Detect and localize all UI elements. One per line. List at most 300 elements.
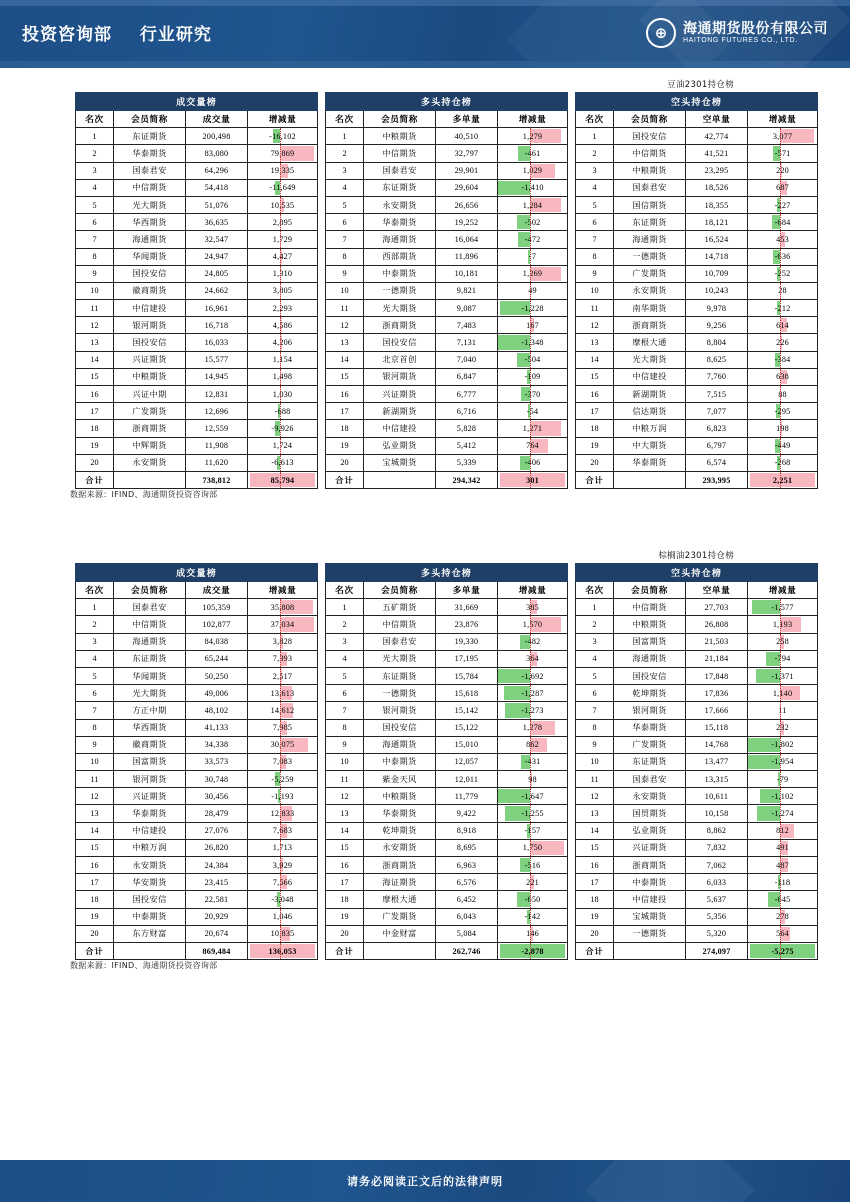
volume-value-cell: 54,418 (186, 179, 248, 196)
member-name-cell: 浙商期货 (114, 420, 186, 437)
change-value: -1,577 (771, 602, 794, 612)
col-header-change: 增减量 (248, 111, 318, 128)
volume-value-cell: 14,945 (186, 368, 248, 385)
zero-axis (780, 943, 781, 959)
page-header-banner (0, 0, 850, 68)
change-cell (248, 231, 318, 248)
rank-cell: 15 (76, 368, 114, 385)
column-gap (568, 908, 576, 925)
long-value-cell: 8,918 (436, 822, 498, 839)
total-short-cell: 274,097 (686, 942, 748, 959)
change-value: 4,586 (272, 320, 293, 330)
column-gap (318, 925, 326, 942)
table-row (76, 265, 818, 282)
rank-cell: 13 (576, 805, 614, 822)
member-name-cell: 国投安信 (114, 334, 186, 351)
zero-axis (530, 386, 531, 402)
member-name-cell: 光大期货 (114, 196, 186, 213)
total-blank-cell (114, 471, 186, 488)
change-cell (498, 437, 568, 454)
change-cell (248, 771, 318, 788)
rank-cell: 9 (76, 265, 114, 282)
logo-company-en: HAITONG FUTURES CO., LTD. (683, 36, 798, 44)
member-name-cell: 海通期货 (614, 650, 686, 667)
rank-cell: 13 (326, 334, 364, 351)
change-cell (498, 839, 568, 856)
change-cell (498, 179, 568, 196)
change-value: 7,985 (272, 723, 293, 733)
zero-axis (780, 891, 781, 907)
table-row (76, 162, 818, 179)
member-name-cell: 海通期货 (614, 231, 686, 248)
rank-cell: 2 (576, 145, 614, 162)
zero-axis (780, 616, 781, 632)
member-name-cell: 中信建投 (614, 891, 686, 908)
table-row (76, 771, 818, 788)
zero-axis (530, 197, 531, 213)
rank-cell: 14 (76, 822, 114, 839)
rank-cell: 10 (326, 282, 364, 299)
long-value-cell: 32,797 (436, 145, 498, 162)
change-cell (248, 368, 318, 385)
column-gap (318, 196, 326, 213)
member-name-cell: 东证期货 (614, 753, 686, 770)
member-name-cell: 信达期货 (614, 403, 686, 420)
member-name-cell: 中粮万润 (614, 420, 686, 437)
zero-axis (530, 702, 531, 718)
change-value: 1,030 (272, 389, 293, 399)
long-value-cell: 26,656 (436, 196, 498, 213)
change-value: -212 (774, 303, 791, 313)
table-row (76, 736, 818, 753)
member-name-cell: 海通期货 (114, 231, 186, 248)
change-cell (748, 650, 818, 667)
change-value: -9,926 (271, 423, 294, 433)
short-value-cell: 13,477 (686, 753, 748, 770)
change-cell (248, 891, 318, 908)
column-gap (318, 128, 326, 145)
change-cell (498, 386, 568, 403)
zero-axis (280, 145, 281, 161)
zero-axis (530, 438, 531, 454)
change-value: 3,828 (272, 637, 293, 647)
short-value-cell: 6,823 (686, 420, 748, 437)
member-name-cell: 中金财富 (364, 925, 436, 942)
long-value-cell: 7,131 (436, 334, 498, 351)
change-value: 258 (776, 637, 789, 647)
zero-axis (280, 909, 281, 925)
long-value-cell: 6,043 (436, 908, 498, 925)
zero-axis (530, 891, 531, 907)
change-cell (248, 386, 318, 403)
change-value: -794 (774, 654, 791, 664)
short-value-cell: 18,355 (686, 196, 748, 213)
change-value: -636 (774, 252, 791, 262)
col-header-member: 会员简称 (614, 111, 686, 128)
zero-axis (780, 403, 781, 419)
zero-axis (780, 334, 781, 350)
member-name-cell: 永安期货 (114, 857, 186, 874)
change-value: -406 (524, 458, 541, 468)
member-name-cell: 东证期货 (614, 214, 686, 231)
member-name-cell: 国泰君安 (364, 633, 436, 650)
zero-axis (530, 180, 531, 196)
table-row (76, 368, 818, 385)
group-gap (318, 564, 326, 582)
rank-cell: 11 (326, 771, 364, 788)
rank-cell: 4 (76, 179, 114, 196)
col-header-member: 会员简称 (614, 582, 686, 599)
rank-cell: 5 (576, 196, 614, 213)
rank-cell: 5 (326, 196, 364, 213)
change-value: 764 (526, 441, 539, 451)
short-group-header: 空头持仓榜 (576, 93, 818, 111)
zero-axis (780, 317, 781, 333)
zero-axis (530, 771, 531, 787)
member-name-cell: 弘业期货 (614, 822, 686, 839)
change-cell (498, 351, 568, 368)
member-name-cell: 摩根大通 (364, 891, 436, 908)
change-value: -472 (524, 234, 541, 244)
col-header-member: 会员简称 (364, 111, 436, 128)
col-header-change: 增减量 (748, 111, 818, 128)
zero-axis (280, 163, 281, 179)
column-gap (318, 179, 326, 196)
table-row (76, 334, 818, 351)
change-cell (748, 368, 818, 385)
zero-axis (780, 702, 781, 718)
column-gap (318, 351, 326, 368)
change-value: -516 (524, 860, 541, 870)
long-value-cell: 6,716 (436, 403, 498, 420)
rank-cell: 16 (326, 386, 364, 403)
rank-cell: 15 (326, 839, 364, 856)
column-gap (318, 616, 326, 633)
rank-cell: 8 (576, 719, 614, 736)
member-name-cell: 中粮期货 (614, 616, 686, 633)
zero-axis (280, 874, 281, 890)
member-name-cell: 中信期货 (364, 616, 436, 633)
zero-axis (780, 634, 781, 650)
change-value: -504 (524, 355, 541, 365)
member-name-cell: 永安期货 (364, 196, 436, 213)
volume-value-cell: 28,479 (186, 805, 248, 822)
member-name-cell: 华泰期货 (114, 145, 186, 162)
zero-axis (530, 403, 531, 419)
change-value: 1,750 (522, 843, 543, 853)
change-cell (748, 437, 818, 454)
change-value: 2,293 (272, 303, 293, 313)
total-blank-cell (364, 942, 436, 959)
volume-group-header: 成交量榜 (76, 564, 318, 582)
member-name-cell: 银河期货 (364, 368, 436, 385)
source-note-1: 数据来源：IFIND、海通期货投资咨询部 (70, 490, 218, 499)
change-value: 19,335 (270, 166, 295, 176)
zero-axis (780, 197, 781, 213)
zero-axis (780, 180, 781, 196)
long-value-cell: 7,040 (436, 351, 498, 368)
change-cell (248, 719, 318, 736)
change-value: 4,427 (272, 252, 293, 262)
column-gap (318, 599, 326, 616)
rank-cell: 9 (576, 265, 614, 282)
change-value: -384 (774, 355, 791, 365)
rank-cell: 6 (326, 685, 364, 702)
rank-cell: 1 (576, 599, 614, 616)
member-name-cell: 中信期货 (614, 145, 686, 162)
change-cell (248, 214, 318, 231)
change-cell (248, 196, 318, 213)
rank-cell: 1 (326, 128, 364, 145)
member-name-cell: 中泰期货 (364, 265, 436, 282)
column-gap (318, 111, 326, 128)
change-value: -5,275 (771, 946, 794, 956)
member-name-cell: 中辉期货 (114, 437, 186, 454)
change-value: 487 (776, 860, 789, 870)
change-cell (248, 248, 318, 265)
table-row (76, 805, 818, 822)
change-cell (498, 667, 568, 684)
column-gap (568, 685, 576, 702)
zero-axis (530, 283, 531, 299)
zero-axis (280, 420, 281, 436)
column-gap (568, 196, 576, 213)
change-value: -1,692 (521, 671, 544, 681)
zero-axis (280, 788, 281, 804)
rank-cell: 14 (326, 822, 364, 839)
member-name-cell: 海通期货 (114, 633, 186, 650)
zero-axis (530, 909, 531, 925)
zero-axis (280, 472, 281, 488)
column-gap (318, 805, 326, 822)
long-value-cell: 15,142 (436, 702, 498, 719)
zero-axis (280, 685, 281, 701)
short-value-cell: 21,184 (686, 650, 748, 667)
total-row (76, 942, 818, 959)
change-value: 1,271 (522, 423, 543, 433)
column-gap (318, 650, 326, 667)
change-value: 10,535 (270, 200, 295, 210)
change-cell (498, 891, 568, 908)
header-section: 行业研究 (139, 25, 212, 45)
change-cell (248, 317, 318, 334)
change-value: 3,805 (272, 286, 293, 296)
zero-axis (780, 455, 781, 471)
zero-axis (530, 128, 531, 144)
member-name-cell: 光大期货 (364, 650, 436, 667)
change-cell (248, 403, 318, 420)
member-name-cell: 西部期货 (364, 248, 436, 265)
column-gap (318, 471, 326, 488)
rank-cell: 15 (326, 368, 364, 385)
member-name-cell: 国投安信 (614, 128, 686, 145)
member-name-cell: 华西期货 (114, 214, 186, 231)
member-name-cell: 华西期货 (114, 719, 186, 736)
member-name-cell: 中粮期货 (614, 162, 686, 179)
change-value: 2,895 (272, 217, 293, 227)
rank-cell: 11 (576, 771, 614, 788)
change-cell (248, 822, 318, 839)
change-value: -1,273 (521, 705, 544, 715)
rank-cell: 9 (76, 736, 114, 753)
zero-axis (280, 754, 281, 770)
short-value-cell: 17,666 (686, 702, 748, 719)
rank-cell: 2 (326, 616, 364, 633)
change-cell (748, 925, 818, 942)
short-value-cell: 10,709 (686, 265, 748, 282)
long-value-cell: 9,087 (436, 300, 498, 317)
zero-axis (530, 300, 531, 316)
rank-cell: 17 (576, 874, 614, 891)
short-value-cell: 7,077 (686, 403, 748, 420)
change-cell (248, 753, 318, 770)
header-dept: 投资咨询部 (22, 25, 112, 45)
rank-cell: 4 (576, 650, 614, 667)
volume-value-cell: 51,076 (186, 196, 248, 213)
long-value-cell: 5,828 (436, 420, 498, 437)
change-cell (748, 162, 818, 179)
rank-cell: 2 (576, 616, 614, 633)
col-header-volume: 成交量 (186, 582, 248, 599)
rank-cell: 20 (576, 454, 614, 471)
volume-value-cell: 11,908 (186, 437, 248, 454)
short-value-cell: 27,703 (686, 599, 748, 616)
long-value-cell: 15,784 (436, 667, 498, 684)
change-cell (248, 145, 318, 162)
change-value: 198 (776, 423, 789, 433)
rank-cell: 9 (326, 736, 364, 753)
volume-value-cell: 65,244 (186, 650, 248, 667)
zero-axis (280, 823, 281, 839)
column-gap (568, 753, 576, 770)
table-row (76, 403, 818, 420)
zero-axis (530, 455, 531, 471)
change-value: -645 (774, 894, 791, 904)
change-value: 98 (528, 774, 537, 784)
change-cell (248, 874, 318, 891)
table-row (76, 839, 818, 856)
rank-cell: 12 (326, 317, 364, 334)
zero-axis (280, 857, 281, 873)
change-value: -118 (774, 877, 791, 887)
change-cell (498, 300, 568, 317)
rank-cell: 7 (326, 702, 364, 719)
rank-cell: 20 (76, 925, 114, 942)
table-caption: 棕榈油2301持仓榜 (658, 551, 734, 561)
column-gap (318, 942, 326, 959)
table-row (76, 822, 818, 839)
volume-value-cell: 30,456 (186, 788, 248, 805)
col-header-rank: 名次 (326, 582, 364, 599)
column-gap (318, 719, 326, 736)
zero-axis (530, 214, 531, 230)
zero-axis (780, 874, 781, 890)
change-value: -1,410 (521, 183, 544, 193)
table-row (76, 616, 818, 633)
table-row (76, 719, 818, 736)
member-name-cell: 广发期货 (614, 736, 686, 753)
short-value-cell: 5,637 (686, 891, 748, 908)
change-value: 687 (776, 183, 789, 193)
rank-cell: 11 (76, 771, 114, 788)
change-value: -3,048 (271, 894, 294, 904)
member-name-cell: 一德期货 (364, 282, 436, 299)
col-header-change: 增减量 (498, 111, 568, 128)
change-value: 37,034 (270, 619, 295, 629)
short-group-header: 空头持仓榜 (576, 564, 818, 582)
member-name-cell: 永安期货 (614, 788, 686, 805)
short-value-cell: 14,768 (686, 736, 748, 753)
zero-axis (280, 369, 281, 385)
rank-cell: 2 (76, 145, 114, 162)
zero-axis (780, 754, 781, 770)
column-gap (568, 839, 576, 856)
change-value: 136,053 (268, 946, 297, 956)
change-cell (248, 471, 318, 488)
rank-cell: 6 (76, 214, 114, 231)
short-value-cell: 8,804 (686, 334, 748, 351)
change-cell (498, 942, 568, 959)
zero-axis (280, 805, 281, 821)
rank-cell: 17 (576, 403, 614, 420)
member-name-cell: 中信建投 (614, 368, 686, 385)
col-header-rank: 名次 (576, 111, 614, 128)
zero-axis (780, 300, 781, 316)
member-name-cell: 乾坤期货 (614, 685, 686, 702)
rank-cell: 3 (76, 633, 114, 650)
member-name-cell: 一德期货 (614, 248, 686, 265)
column-gap (318, 667, 326, 684)
zero-axis (780, 668, 781, 684)
table-row (76, 599, 818, 616)
long-value-cell: 11,896 (436, 248, 498, 265)
change-cell (248, 667, 318, 684)
table-row (76, 685, 818, 702)
change-value: -650 (524, 894, 541, 904)
change-cell (248, 805, 318, 822)
change-value: 2,517 (272, 671, 293, 681)
rank-cell: 1 (576, 128, 614, 145)
change-cell (248, 857, 318, 874)
change-value: -1,348 (521, 338, 544, 348)
long-value-cell: 6,963 (436, 857, 498, 874)
rank-cell: 10 (326, 753, 364, 770)
change-cell (748, 471, 818, 488)
member-name-cell: 浙商期货 (364, 317, 436, 334)
rank-cell: 9 (576, 736, 614, 753)
table-row (76, 633, 818, 650)
member-name-cell: 海通期货 (364, 736, 436, 753)
member-name-cell: 国泰君安 (614, 771, 686, 788)
zero-axis (780, 651, 781, 667)
rank-cell: 17 (326, 403, 364, 420)
member-name-cell: 中粮期货 (364, 128, 436, 145)
zero-axis (280, 352, 281, 368)
change-cell (748, 128, 818, 145)
volume-value-cell: 36,635 (186, 214, 248, 231)
column-gap (318, 685, 326, 702)
rank-cell: 2 (76, 616, 114, 633)
long-value-cell: 40,510 (436, 128, 498, 145)
rank-cell: 16 (326, 857, 364, 874)
col-header-rank: 名次 (76, 111, 114, 128)
total-blank-cell (614, 942, 686, 959)
long-value-cell: 8,695 (436, 839, 498, 856)
long-value-cell: 16,064 (436, 231, 498, 248)
member-name-cell: 国富期货 (614, 633, 686, 650)
column-gap (318, 145, 326, 162)
change-cell (498, 822, 568, 839)
